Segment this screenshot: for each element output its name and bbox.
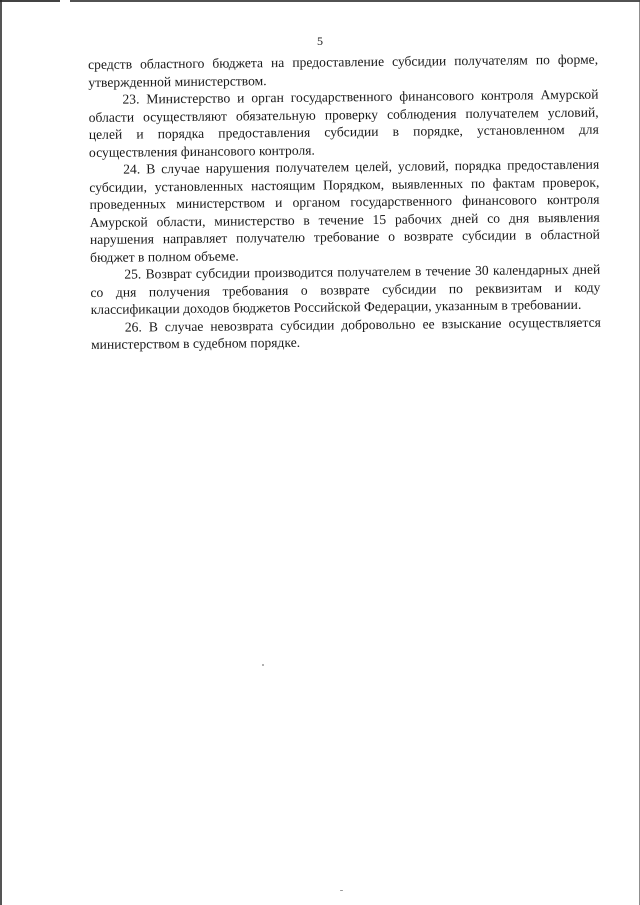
scan-edge-left xyxy=(0,0,2,905)
scan-speck xyxy=(262,664,264,666)
paragraph-24: 24. В случае нарушения получателем целей, условий, порядка предоставления субсидии, установленных настоящим Порядком, выявленных по фактам проверок, проведенных министерством и органом государственного финансового контроля Амурской области, министерство в течение 15 рабочих дней со дня выявления нарушения направляет получателю требование о возврате субсидии в областной бюджет в полном объеме. xyxy=(89,156,600,265)
paragraph-23: 23. Министерство и орган государственного финансового контроля Амурской области осуществляют обязательную проверку соблюдения получателем условий, целей и порядка предоставления субсидии в порядке, установленном для осуществления финансового контроля. xyxy=(88,86,599,160)
paragraph-continuation: средств областного бюджета на предоставление субсидии получателям по форме, утвержденной министерством. xyxy=(88,51,599,90)
scan-edge-top xyxy=(0,0,640,2)
page-number: 5 xyxy=(317,34,323,48)
document-body xyxy=(88,51,601,354)
paragraph-25: 25. Возврат субсидии производится получателем в течение 30 календарных дней со дня получения требования о возврате субсидии по реквизитам и коду классификации доходов бюджетов Российской Федерации, указанным в требовании. xyxy=(90,261,601,317)
scan-speck xyxy=(340,890,343,891)
paragraph-26: 26. В случае невозврата субсидии добровольно ее взыскание осуществляется министерством в судебном порядке. xyxy=(90,314,601,352)
